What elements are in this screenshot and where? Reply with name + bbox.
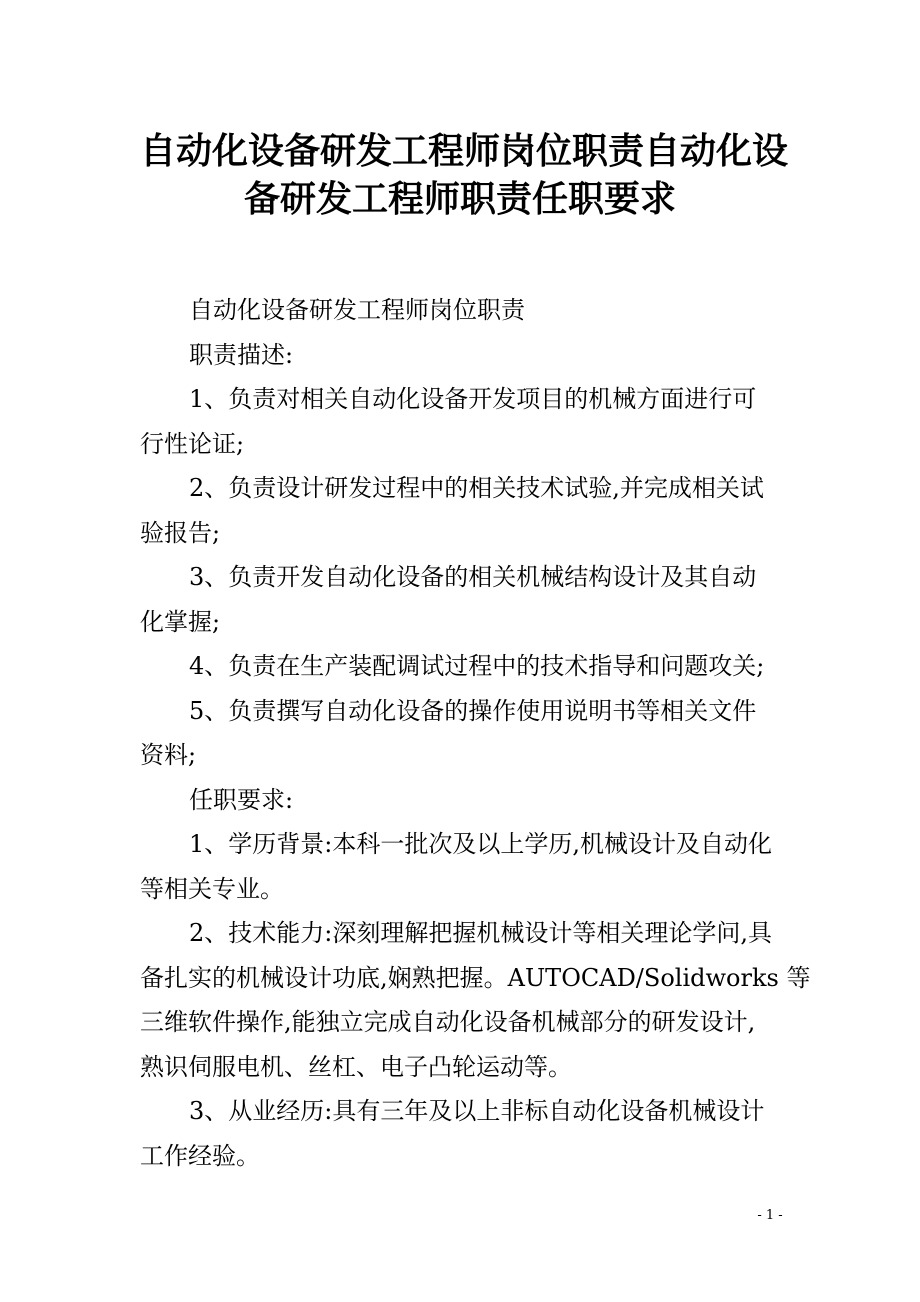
requirement-2-line-3: 三维软件操作,能独立完成自动化设备机械部分的研发设计, [140,1008,756,1036]
requirement-1-line-2: 等相关专业。 [140,874,284,903]
requirement-3-line-1: 3、从业经历:具有三年及以上非标自动化设备机械设计 [189,1097,765,1125]
duty-5-line-2: 资料; [140,741,197,769]
requirement-2-line-2: 备扎实的机械设计功底,娴熟把握。AUTOCAD/Solidworks 等 [140,963,811,992]
title-line-1: 自动化设备研发工程师岗位职责自动化设 [140,131,789,172]
requirement-1-line-1: 1、学历背景:本科一批次及以上学历,机械设计及自动化 [189,830,772,858]
duty-3-line-1: 3、负责开发自动化设备的相关机械结构设计及其自动 [189,563,757,591]
requirement-2-line-1: 2、技术能力:深刻理解把握机械设计等相关理论学问,具 [189,919,772,947]
section-heading-requirements: 任职要求: [189,785,294,814]
section-heading-role: 自动化设备研发工程师岗位职责 [189,296,525,324]
duty-2-line-2: 验报告; [140,518,221,547]
duty-2-line-1: 2、负责设计研发过程中的相关技术试验,并完成相关试 [189,474,764,502]
title-line-2: 备研发工程师职责任职要求 [243,179,676,220]
requirement-3-line-2: 工作经验。 [140,1141,260,1170]
document-title [140,128,789,224]
duty-4: 4、负责在生产装配调试过程中的技术指导和问题攻关; [189,652,765,680]
section-heading-duties: 职责描述: [189,340,294,369]
duty-5-line-1: 5、负责撰写自动化设备的操作使用说明书等相关文件 [189,696,757,725]
page-number: - 1 - [757,1208,783,1223]
document-body [140,288,811,1178]
duty-1-line-2: 行性论证; [140,429,245,458]
requirement-2-line-4: 熟识伺服电机、丝杠、电子凸轮运动等。 [140,1052,572,1081]
duty-3-line-2: 化掌握; [140,607,221,636]
duty-1-line-1: 1、负责对相关自动化设备开发项目的机械方面进行可 [189,385,757,413]
